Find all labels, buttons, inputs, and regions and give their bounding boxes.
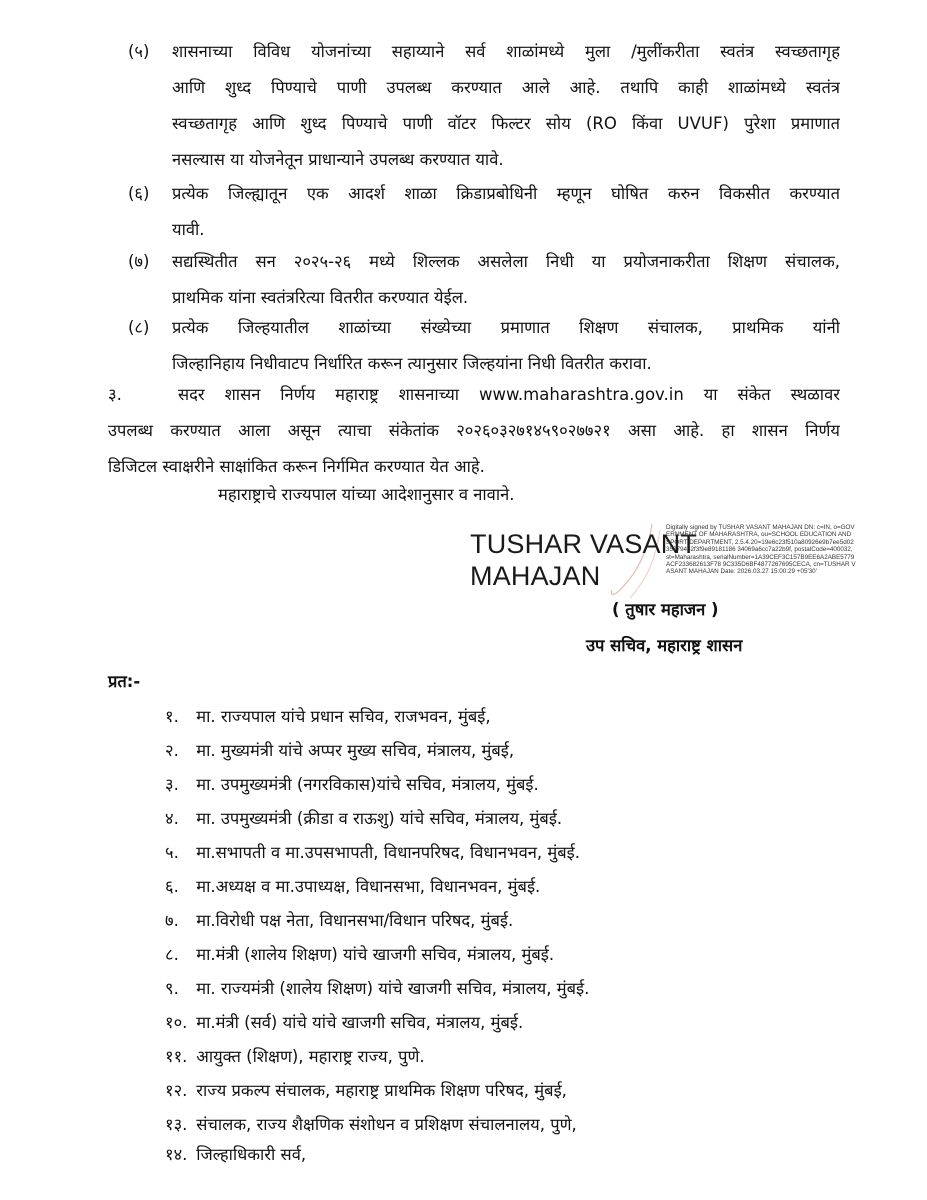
point-line: आणि शुध्द पिण्याचे पाणी उपलब्ध करण्यात आले आहे. तथापि काही शाळांमध्ये स्वतंत्र bbox=[172, 78, 840, 97]
list-item bbox=[165, 904, 513, 937]
item-number: ७. bbox=[165, 911, 179, 930]
item-text: राज्य प्रकल्प संचालक, महाराष्ट्र प्राथमिक शिक्षण परिषद, मुंबई, bbox=[196, 1081, 567, 1100]
item-text: मा. उपमुख्यमंत्री (क्रीडा व राऊशु) यांचे सचिव, मंत्रालय, मुंबई. bbox=[196, 809, 563, 828]
point-line: प्रत्येक जिल्ह्यातून एक आदर्श शाळा क्रिडाप्रबोधिनी म्हणून घोषित करुन विकसीत करण्यात bbox=[172, 184, 840, 203]
list-item bbox=[165, 1074, 567, 1107]
item-text: मा.सभापती व मा.उपसभापती, विधानपरिषद, विधानभवन, मुंबई. bbox=[196, 843, 581, 862]
copy-to-heading: प्रत:- bbox=[108, 672, 141, 691]
item-number: १३. bbox=[165, 1115, 188, 1134]
item-text: मा.मंत्री (सर्व) यांचे यांचे खाजगी सचिव, मंत्रालय, मुंबई. bbox=[196, 1013, 524, 1032]
item-number: १०. bbox=[165, 1013, 188, 1032]
item-number: २. bbox=[165, 741, 179, 760]
signer-name bbox=[470, 528, 697, 592]
item-text: संचालक, राज्य शैक्षणिक संशोधन व प्रशिक्षण संचालनालय, पुणे, bbox=[196, 1115, 577, 1134]
item-text: मा. राज्यमंत्री (शालेय शिक्षण) यांचे खाजगी सचिव, मंत्रालय, मुंबई. bbox=[196, 979, 590, 998]
point-line: सद्यस्थितीत सन २०२५-२६ मध्ये शिल्लक असलेला निधी या प्रयोजनाकरीता शिक्षण संचालक, bbox=[172, 252, 840, 271]
point-number: (६) bbox=[128, 184, 150, 203]
paragraph-line: सदर शासन निर्णय महाराष्ट्र शासनाच्या www.maharashtra.gov.in या संकेत स्थळावर bbox=[178, 385, 840, 404]
point-line: प्राथमिक यांना स्वतंत्ररित्या वितरीत करण्यात येईल. bbox=[172, 288, 469, 307]
list-item bbox=[165, 972, 589, 1005]
item-number: ८. bbox=[165, 945, 179, 964]
point-7 bbox=[128, 244, 840, 316]
paragraph-line: डिजिटल स्वाक्षरीने साक्षांकित करून निर्गमित करण्यात येत आहे. bbox=[108, 457, 485, 476]
item-text: मा.विरोधी पक्ष नेता, विधानसभा/विधान परिषद, मुंबई. bbox=[196, 911, 514, 930]
point-5 bbox=[128, 34, 840, 178]
list-item bbox=[165, 734, 514, 767]
list-item bbox=[165, 1040, 425, 1073]
item-text: मा. उपमुख्यमंत्री (नगरविकास)यांचे सचिव, मंत्रालय, मुंबई. bbox=[196, 775, 539, 794]
list-item bbox=[165, 1006, 523, 1039]
list-item bbox=[165, 1108, 577, 1141]
item-text: मा.मंत्री (शालेय शिक्षण) यांचे खाजगी सचिव, मंत्रालय, मुंबई. bbox=[196, 945, 555, 964]
point-number: (७) bbox=[128, 252, 150, 271]
officer-name: ( तुषार महाजन ) bbox=[612, 600, 719, 619]
item-text: जिल्हाधिकारी सर्व, bbox=[196, 1145, 307, 1164]
item-number: ९. bbox=[165, 979, 179, 998]
digital-signature-details: Digitally signed by TUSHAR VASANT MAHAJAN DN: c=IN, o=GOVERNMENT OF MAHARASHTRA, ou=SCHOOL EDUCATION AND SPORT DEPARTMENT, 2.5.4.20=19e6c23f510a80926e9b7ee5d0235979432f3f9e89181186 34069a6cc7a22b9f, postalCode=400032, st=Maharashtra, serialNumber=1A39CEF3C157B9EE6A2ABE5779ACF233682613F78 9C335D6BF4877267695CECA, cn=TUSHAR VASANT MAHAJAN Date: 2026.03.27 15:00:29 +05'30' bbox=[666, 524, 856, 576]
point-line: स्वच्छतागृह आणि शुध्द पिण्याचे पाणी वॉटर फिल्टर सोय (RO किंवा UVUF) पुरेशा प्रमाणात bbox=[172, 114, 840, 133]
paragraph-line: उपलब्ध करण्यात आला असून त्याचा संकेतांक २०२६०३२७१४५९०२७७२१ असा आहे. हा शासन निर्णय bbox=[108, 421, 840, 440]
item-number: ६. bbox=[165, 877, 179, 896]
item-number: १४. bbox=[165, 1145, 188, 1164]
point-8 bbox=[128, 310, 840, 382]
point-line: शासनाच्या विविध योजनांच्या सहाय्याने सर्व शाळांमध्ये मुला /मुलींकरीता स्वतंत्र स्वच्छतागृह bbox=[172, 42, 840, 61]
item-text: मा. राज्यपाल यांचे प्रधान सचिव, राजभवन, मुंबई, bbox=[196, 707, 491, 726]
item-number: ४. bbox=[165, 809, 179, 828]
item-text: मा. मुख्यमंत्री यांचे अप्पर मुख्य सचिव, मंत्रालय, मुंबई, bbox=[196, 741, 515, 760]
paragraph-3 bbox=[108, 377, 840, 485]
item-number: ११. bbox=[165, 1047, 188, 1066]
list-item bbox=[165, 700, 491, 733]
point-line: नसल्यास या योजनेतून प्राधान्याने उपलब्ध करण्यात यावे. bbox=[172, 150, 504, 169]
list-item bbox=[165, 836, 580, 869]
list-item bbox=[165, 1138, 306, 1171]
item-text: मा.अध्यक्ष व मा.उपाध्यक्ष, विधानसभा, विधानभवन, मुंबई. bbox=[196, 877, 541, 896]
item-number: १२. bbox=[165, 1081, 188, 1100]
officer-designation: उप सचिव, महाराष्ट्र शासन bbox=[586, 636, 743, 655]
item-number: ३. bbox=[165, 775, 179, 794]
point-6 bbox=[128, 176, 840, 248]
point-line: यावी. bbox=[172, 220, 205, 239]
point-line: प्रत्येक जिल्हयातील शाळांच्या संख्येच्या प्रमाणात शिक्षण संचालक, प्राथमिक यांनी bbox=[172, 318, 840, 337]
list-item bbox=[165, 870, 540, 903]
list-item bbox=[165, 768, 539, 801]
list-item bbox=[165, 938, 554, 971]
item-number: ५. bbox=[165, 843, 179, 862]
list-item bbox=[165, 802, 562, 835]
paragraph-number: ३. bbox=[108, 385, 122, 404]
item-text: आयुक्त (शिक्षण), महाराष्ट्र राज्य, पुणे. bbox=[196, 1047, 425, 1066]
point-number: (५) bbox=[128, 42, 150, 61]
signer-name-line: TUSHAR VASANT bbox=[470, 529, 698, 559]
item-number: १. bbox=[165, 707, 179, 726]
point-line: जिल्हानिहाय निधीवाटप निर्धारित करून त्यानुसार जिल्हयांना निधी वितरीत करावा. bbox=[172, 354, 652, 373]
signer-name-line: MAHAJAN bbox=[470, 561, 601, 591]
point-number: (८) bbox=[128, 318, 150, 337]
order-line: महाराष्ट्राचे राज्यपाल यांच्या आदेशानुसार व नावाने. bbox=[218, 485, 515, 504]
